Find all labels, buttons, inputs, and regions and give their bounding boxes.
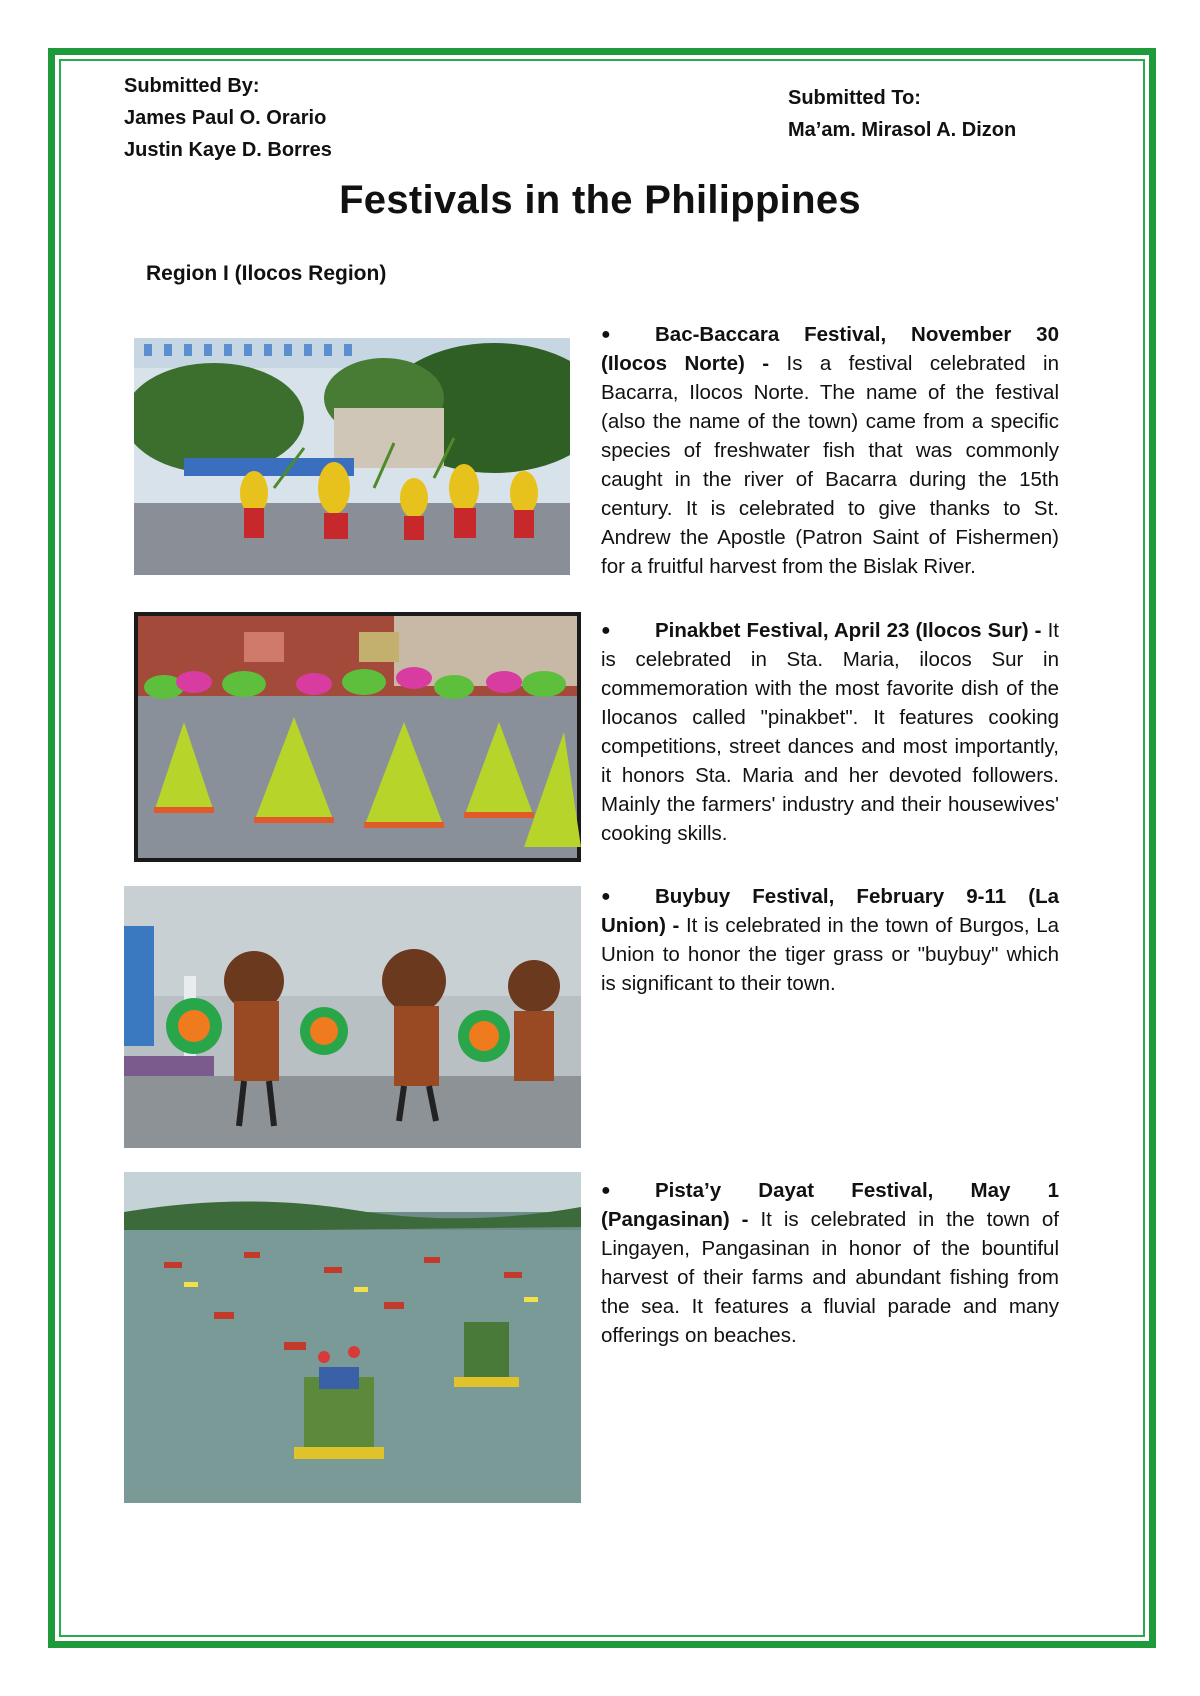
entry-body: It is celebrated in Sta. Maria, ilocos Sur in commemoration with the most favorite dish of the Ilocanos called "pinakbet". It features cooking competitions, street dances and most importantly, it honors Sta. Maria and her devoted followers. Mainly the farmers' industry and their housewives' cooking skills. [601,619,1059,845]
submitted-by-name-2: Justin Kaye D. Borres [124,139,332,161]
submitted-to-block [788,82,1016,146]
submitted-by-name-1: James Paul O. Orario [124,107,327,129]
entry-heading: Bac-Baccara Festival, November 30 (Ilocos Norte) - [601,323,1059,375]
entry-heading: Pinakbet Festival, April 23 (Ilocos Sur) - [655,619,1042,642]
entry-body: It is celebrated in the town of Lingayen, Pangasinan in honor of the bountiful harvest of their farms and abundant fishing from the sea. It features a fluvial parade and many offerings on beaches. [601,1208,1059,1347]
bullet-icon: ● [601,622,611,639]
page-title: Festivals in the Philippines [339,178,861,222]
bullet-icon: ● [601,888,611,905]
pistay-dayat-festival-photo [124,1172,581,1503]
pinakbet-festival-entry [601,616,1059,848]
buybuy-festival-entry [601,882,1059,998]
entry-heading: Pista’y Dayat Festival, May 1 (Pangasinan) - [601,1179,1059,1231]
pistay-dayat-festival-entry [601,1176,1059,1350]
entry-body: It is celebrated in the town of Burgos, La Union to honor the tiger grass or "buybuy" which is significant to their town. [601,914,1059,995]
bullet-icon: ● [601,326,611,343]
bac-baccara-festival-entry [601,320,1059,581]
bullet-icon: ● [601,1182,611,1199]
submitted-to-name: Ma’am. Mirasol A. Dizon [788,119,1017,141]
buybuy-festival-photo [124,886,581,1148]
submitted-by-label: Submitted By: [124,75,260,97]
bac-baccara-festival-photo [134,338,570,575]
entry-heading: Buybuy Festival, February 9-11 (La Union) - [601,885,1059,937]
submitted-to-label: Submitted To: [788,87,921,109]
entry-body: Is a festival celebrated in Bacarra, Ilocos Norte. The name of the festival (also the name of the town) came from a specific species of freshwater fish that was commonly caught in the river of Bacarra during the 15th century. It is celebrated to give thanks to St. Andrew the Apostle (Patron Saint of Fishermen) for a fruitful harvest from the Bislak River. [601,352,1059,578]
pinakbet-festival-photo [134,612,581,862]
region-heading: Region I (Ilocos Region) [146,262,387,285]
submitted-by-block [124,70,332,166]
